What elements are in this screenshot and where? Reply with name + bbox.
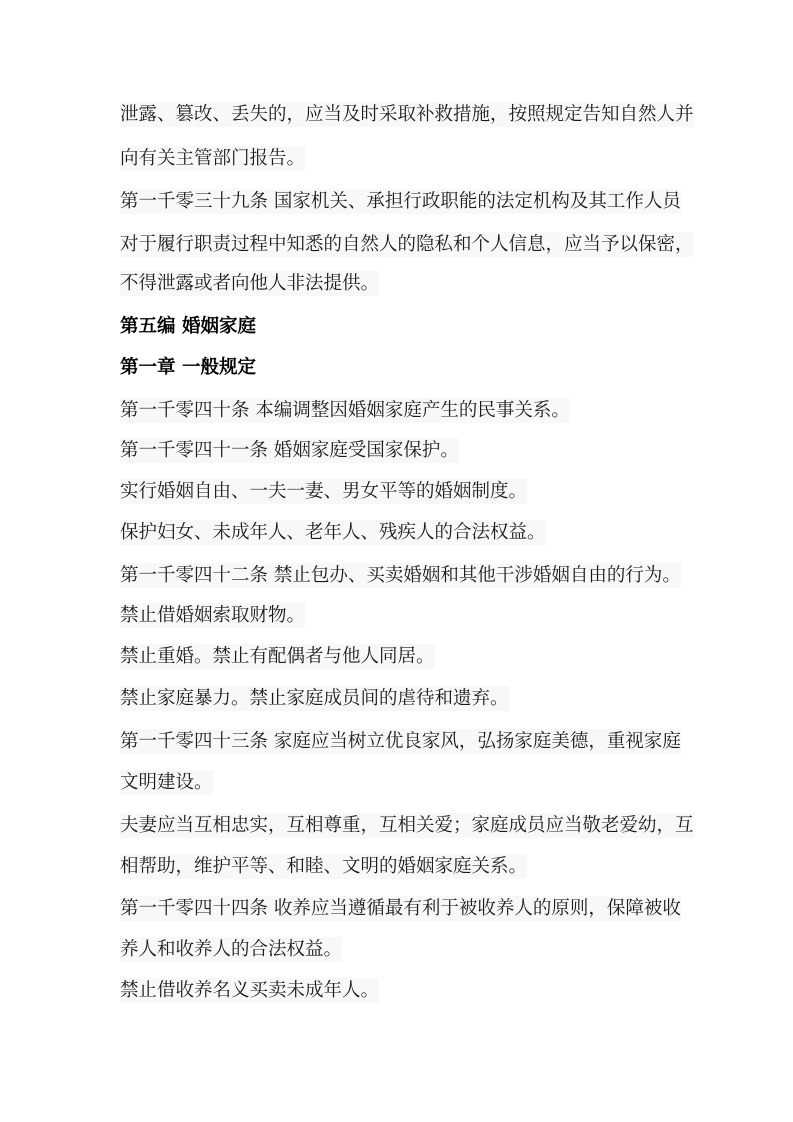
line-text: 第一千零四十二条 禁止包办、买卖婚姻和其他干涉婚姻自由的行为。 [120, 565, 681, 586]
line-text: 第一千零四十三条 家庭应当树立优良家风，弘扬家庭美德，重视家庭 [120, 731, 681, 752]
line-text: 保护妇女、未成年人、老年人、残疾人的合法权益。 [120, 522, 546, 543]
article-1043-line [120, 727, 681, 757]
line-text: 相帮助，维护平等、和睦、文明的婚姻家庭关系。 [120, 856, 528, 877]
text-line [120, 100, 694, 130]
article-1044-line [120, 894, 681, 924]
text-line [120, 852, 527, 882]
article-1040-line [120, 396, 570, 426]
article-1039-line [120, 187, 681, 217]
line-text: 养人和收养人的合法权益。 [120, 939, 343, 960]
text-line [120, 935, 342, 965]
line-text: 向有关主管部门报告。 [120, 148, 306, 169]
text-line [120, 269, 379, 299]
line-text: 禁止家庭暴力。禁止家庭成员间的虐待和遗弃。 [120, 688, 509, 709]
line-text: 泄露、篡改、丢失的，应当及时采取补救措施，按照规定告知自然人并 [120, 104, 694, 125]
text-line [120, 144, 305, 174]
text-line [120, 230, 694, 260]
article-1041-line [120, 436, 459, 466]
line-text: 第一千零四十条 本编调整因婚姻家庭产生的民事关系。 [120, 400, 570, 421]
text-line [120, 976, 379, 1006]
chapter-heading-text: 第一章 一般规定 [120, 357, 256, 378]
text-line [120, 768, 213, 798]
line-text: 文明建设。 [120, 772, 213, 793]
line-text: 禁止重婚。禁止有配偶者与他人同居。 [120, 646, 435, 667]
text-line [120, 684, 509, 714]
part-heading [120, 312, 256, 342]
part-heading-text: 第五编 婚姻家庭 [120, 316, 256, 337]
line-text: 禁止借婚姻索取财物。 [120, 605, 306, 626]
line-text: 禁止借收养名义买卖未成年人。 [120, 980, 380, 1001]
line-text: 第一千零四十一条 婚姻家庭受国家保护。 [120, 440, 459, 461]
article-1042-line [120, 561, 681, 591]
text-line [120, 642, 435, 672]
line-text: 第一千零四十四条 收养应当遵循最有利于被收养人的原则，保障被收 [120, 898, 681, 919]
line-text: 对于履行职责过程中知悉的自然人的隐私和个人信息，应当予以保密， [120, 234, 694, 255]
line-text: 实行婚姻自由、一夫一妻、男女平等的婚姻制度。 [120, 481, 528, 502]
chapter-heading [120, 353, 256, 383]
text-line [120, 518, 546, 548]
line-text: 不得泄露或者向他人非法提供。 [120, 273, 380, 294]
text-line [120, 811, 694, 841]
line-text: 夫妻应当互相忠实，互相尊重，互相关爱；家庭成员应当敬老爱幼，互 [120, 815, 694, 836]
line-text: 第一千零三十九条 国家机关、承担行政职能的法定机构及其工作人员 [120, 191, 681, 212]
text-line [120, 601, 305, 631]
text-line [120, 477, 527, 507]
